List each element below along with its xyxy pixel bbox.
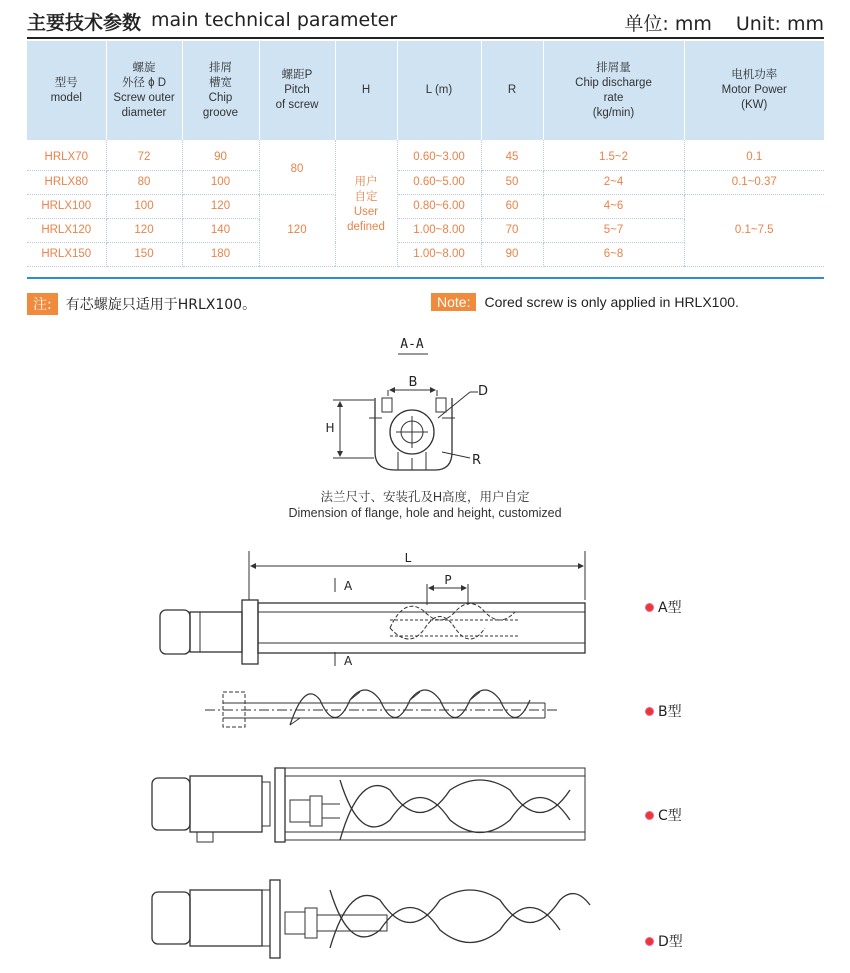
cell-rate: 4~6 — [543, 194, 684, 218]
cell-length: 1.00~8.00 — [397, 242, 481, 266]
type-b-drawing — [205, 690, 560, 727]
cell-diameter: 80 — [106, 170, 182, 194]
cell-diameter: 120 — [106, 218, 182, 242]
dim-r-label: R — [472, 453, 482, 468]
dim-d-label: D — [478, 384, 489, 399]
col-header-model: 型号 model — [27, 41, 106, 140]
title-en: main technical parameter — [151, 9, 398, 31]
col-header-pitch: 螺距P Pitch of screw — [259, 41, 335, 140]
cell-r: 60 — [481, 194, 543, 218]
type-a-text: A型 — [658, 600, 682, 616]
cell-model: HRLX100 — [27, 194, 106, 218]
cell-pitch-group1: 80 — [259, 140, 335, 194]
type-d-drawing — [152, 880, 590, 958]
cell-diameter: 100 — [106, 194, 182, 218]
col-header-h: H — [335, 41, 397, 140]
col-header-power: 电机功率 Motor Power (KW) — [684, 41, 824, 140]
type-b-label — [645, 701, 682, 721]
cell-length: 0.60~5.00 — [397, 170, 481, 194]
type-c-drawing — [152, 768, 585, 842]
cell-model: HRLX70 — [27, 140, 106, 170]
bullet-icon — [645, 603, 654, 612]
note-cn-tag: 注: — [27, 293, 58, 315]
cell-power-group: 0.1~7.5 — [684, 194, 824, 266]
cell-length: 0.60~3.00 — [397, 140, 481, 170]
note-cn-text: 有芯螺旋只适用于HRLX100。 — [65, 297, 257, 313]
cell-r: 90 — [481, 242, 543, 266]
bullet-icon — [645, 937, 654, 946]
cell-model: HRLX150 — [27, 242, 106, 266]
cell-r: 50 — [481, 170, 543, 194]
cell-r: 45 — [481, 140, 543, 170]
cell-diameter: 72 — [106, 140, 182, 170]
cell-groove: 180 — [182, 242, 259, 266]
cell-r: 70 — [481, 218, 543, 242]
cell-model: HRLX80 — [27, 170, 106, 194]
cell-pitch-group2: 120 — [259, 194, 335, 266]
cell-groove: 120 — [182, 194, 259, 218]
type-c-text: C型 — [658, 808, 682, 824]
cell-power: 0.1~0.37 — [684, 170, 824, 194]
col-header-diameter: 螺旋 外径 ϕ D Screw outer diameter — [106, 41, 182, 140]
cell-model: HRLX120 — [27, 218, 106, 242]
unit-cn: 单位: mm — [624, 13, 712, 35]
cut-a-bottom-label: A — [344, 654, 353, 668]
title-cn: 主要技术参数 — [27, 12, 142, 34]
note-en-tag: Note: — [431, 293, 476, 311]
dim-p-label: P — [444, 573, 452, 587]
col-header-r: R — [481, 41, 543, 140]
cell-rate: 5~7 — [543, 218, 684, 242]
col-header-rate: 排屑量 Chip discharge rate (kg/min) — [543, 41, 684, 140]
type-b-text: B型 — [658, 704, 682, 720]
type-a-drawing — [160, 551, 585, 668]
cell-length: 0.80~6.00 — [397, 194, 481, 218]
note-en-text: Cored screw is only applied in HRLX100. — [484, 294, 739, 310]
col-header-length: L (m) — [397, 41, 481, 140]
section-label: A-A — [400, 337, 424, 352]
cell-length: 1.00~8.00 — [397, 218, 481, 242]
cell-h-user-defined: 用户 自定 User defined — [335, 140, 397, 266]
cell-groove: 90 — [182, 140, 259, 170]
cell-power: 0.1 — [684, 140, 824, 170]
type-a-label — [645, 597, 682, 617]
section-caption-cn: 法兰尺寸、安装孔及H高度，用户自定 — [320, 490, 530, 504]
section-caption-en: Dimension of flange, hole and height, customized — [288, 506, 562, 520]
cell-groove: 100 — [182, 170, 259, 194]
section-aa-drawing — [325, 337, 488, 470]
cut-a-top-label: A — [344, 579, 353, 593]
cell-rate: 1.5~2 — [543, 140, 684, 170]
type-c-label — [645, 805, 682, 825]
dim-l-label: L — [404, 551, 412, 565]
dim-h-label: H — [325, 421, 335, 435]
bullet-icon — [645, 811, 654, 820]
cell-rate: 6~8 — [543, 242, 684, 266]
col-header-groove: 排屑 槽宽 Chip groove — [182, 41, 259, 140]
dim-b-label: B — [408, 375, 418, 390]
type-d-label — [645, 931, 683, 951]
cell-diameter: 150 — [106, 242, 182, 266]
unit-en: Unit: mm — [735, 13, 824, 35]
bullet-icon — [645, 707, 654, 716]
type-d-text: D型 — [658, 934, 683, 950]
cell-rate: 2~4 — [543, 170, 684, 194]
cell-groove: 140 — [182, 218, 259, 242]
